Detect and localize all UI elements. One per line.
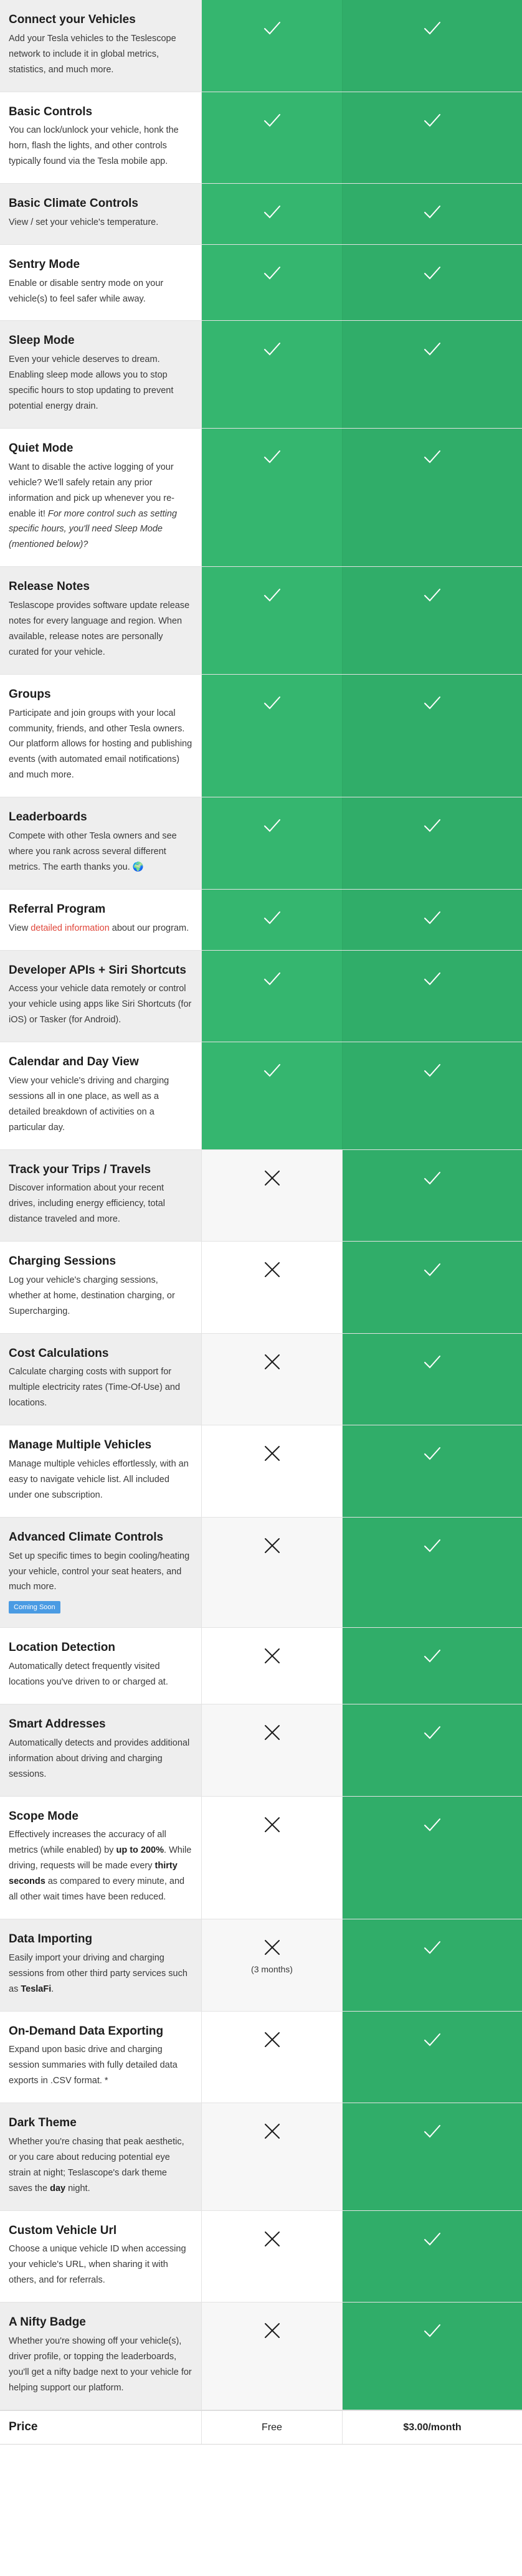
feature-row	[0, 797, 522, 890]
paid-tier-cell	[343, 2303, 522, 2410]
paid-tier-cell	[343, 951, 522, 1042]
feature-title: Quiet Mode	[9, 441, 74, 455]
cross-icon	[262, 2320, 283, 2341]
feature-cell	[0, 2012, 202, 2103]
check-icon	[422, 584, 443, 606]
cross-icon	[262, 1443, 283, 1464]
feature-row	[0, 1518, 522, 1628]
free-tier-cell	[202, 2103, 343, 2210]
free-tier-cell	[202, 675, 343, 797]
feature-cell	[0, 1242, 202, 1333]
check-icon	[422, 1535, 443, 1556]
check-icon	[422, 338, 443, 359]
free-tier-cell	[202, 1518, 343, 1628]
feature-row	[0, 0, 522, 92]
paid-tier-cell	[343, 1704, 522, 1796]
feature-description	[9, 598, 192, 660]
feature-row	[0, 1628, 522, 1704]
check-icon	[422, 262, 443, 283]
feature-cell	[0, 1518, 202, 1628]
check-icon	[422, 1814, 443, 1835]
desc-text: Easily import your driving and charging sessions from other third party services such as	[9, 1952, 187, 1994]
cross-icon	[262, 2121, 283, 2142]
cross-icon	[262, 1722, 283, 1743]
paid-tier-cell	[343, 429, 522, 566]
desc-text: You can lock/unlock your vehicle, honk the horn, flash the lights, and other controls typically found via the Tesla mobile app.	[9, 125, 179, 167]
feature-title: Groups	[9, 687, 51, 701]
paid-tier-cell	[343, 1797, 522, 1919]
desc-text: Add your Tesla vehicles to the Teslescope network to include it in global metrics, statistics, and much more.	[9, 33, 176, 75]
check-icon	[422, 2121, 443, 2142]
feature-cell	[0, 1042, 202, 1149]
feature-cell	[0, 1919, 202, 2011]
check-icon	[422, 1351, 443, 1372]
check-icon	[422, 1443, 443, 1464]
feature-row	[0, 92, 522, 184]
free-tier-cell	[202, 429, 343, 566]
desc-text: . While driving, requests will be made every	[9, 1845, 192, 1871]
desc-text: as compared to every minute, and all other wait times have been reduced.	[9, 1876, 185, 1903]
feature-title: Dark Theme	[9, 2116, 77, 2130]
check-icon	[422, 110, 443, 131]
free-tier-cell	[202, 1797, 343, 1919]
desc-text: Want to disable the active logging of your vehicle? We'll safely retain any prior information and pick up whenever you re-enable it!	[9, 462, 174, 519]
check-icon	[262, 17, 283, 39]
feature-row	[0, 567, 522, 675]
feature-cell	[0, 1628, 202, 1704]
paid-tier-cell	[343, 2012, 522, 2103]
feature-title: Sleep Mode	[9, 334, 75, 348]
feature-row	[0, 429, 522, 567]
desc-text: night.	[65, 2183, 90, 2193]
check-icon	[262, 201, 283, 222]
paid-tier-cell	[343, 0, 522, 92]
cross-icon	[262, 2228, 283, 2250]
free-tier-cell	[202, 1425, 343, 1517]
paid-tier-cell	[343, 321, 522, 428]
desc-text: Access your vehicle data remotely or control your vehicle using apps like Siri Shortcuts (for iOS) or Tasker (for Android).	[9, 984, 192, 1025]
check-icon	[422, 692, 443, 713]
cross-icon	[262, 1167, 283, 1189]
desc-italic: For more control such as setting specific hours, you'll need Sleep Mode (mentioned below)?	[9, 508, 178, 550]
feature-title: Location Detection	[9, 1641, 116, 1655]
desc-text: Automatically detects and provides additional information about driving and charging sessions.	[9, 1737, 190, 1779]
desc-text: Manage multiple vehicles effortlessly, with an easy to navigate vehicle list. All included under one subscription.	[9, 1459, 189, 1500]
feature-title: Developer APIs + Siri Shortcuts	[9, 963, 186, 977]
feature-title: Charging Sessions	[9, 1255, 116, 1268]
free-tier-cell	[202, 951, 343, 1042]
free-tier-cell	[202, 797, 343, 889]
paid-tier-cell	[343, 92, 522, 184]
paid-tier-cell	[343, 1150, 522, 1242]
feature-title: Release Notes	[9, 580, 90, 594]
referral-info-link[interactable]: detailed information	[31, 923, 110, 933]
paid-tier-cell	[343, 1425, 522, 1517]
feature-cell	[0, 321, 202, 428]
feature-description	[9, 1273, 192, 1319]
free-tier-cell	[202, 890, 343, 950]
coming-soon-badge: Coming Soon	[9, 1601, 60, 1614]
feature-title: Scope Mode	[9, 1809, 78, 1823]
check-icon	[422, 2029, 443, 2050]
desc-text: Participate and join groups with your local community, friends, and other Tesla owners. Our platform allows for hosting and publishing events (with automated email notifications) and much more.	[9, 708, 192, 781]
feature-description	[9, 2334, 192, 2396]
desc-text: Set up specific times to begin cooling/heating your vehicle, control your seat heaters, and much more.	[9, 1551, 190, 1592]
feature-title: Connect your Vehicles	[9, 13, 136, 26]
check-icon	[422, 1060, 443, 1081]
feature-cell	[0, 890, 202, 950]
paid-tier-cell	[343, 567, 522, 674]
desc-text: Calculate charging costs with support for multiple electricity rates (Time-Of-Use) and locations.	[9, 1367, 181, 1409]
desc-text: View your vehicle's driving and charging sessions all in one place, as well as a detailed breakdown of activities on a particular day.	[9, 1075, 169, 1133]
feature-description	[9, 1549, 192, 1595]
feature-cell	[0, 2103, 202, 2210]
feature-description	[9, 1181, 192, 1227]
feature-row	[0, 1919, 522, 2012]
feature-title: Sentry Mode	[9, 257, 80, 271]
feature-row	[0, 1425, 522, 1518]
check-icon	[422, 446, 443, 467]
desc-bold: day	[50, 2183, 66, 2193]
feature-description	[9, 1951, 192, 1997]
cross-icon	[262, 1645, 283, 1666]
feature-description	[9, 1659, 192, 1690]
paid-tier-cell	[343, 890, 522, 950]
feature-description	[9, 123, 192, 169]
feature-row	[0, 2303, 522, 2410]
feature-row	[0, 675, 522, 797]
check-icon	[262, 338, 283, 359]
feature-row	[0, 951, 522, 1043]
check-icon	[262, 1060, 283, 1081]
desc-text: Discover information about your recent drives, including energy efficiency, total distance traveled and more.	[9, 1183, 165, 1225]
paid-tier-cell	[343, 1242, 522, 1333]
paid-tier-cell	[343, 1628, 522, 1704]
paid-tier-cell	[343, 2211, 522, 2303]
paid-tier-cell	[343, 1042, 522, 1149]
price-label: Price	[9, 2420, 38, 2433]
feature-description	[9, 829, 192, 875]
check-icon	[262, 692, 283, 713]
paid-tier-cell	[343, 2103, 522, 2210]
feature-row	[0, 2012, 522, 2104]
check-icon	[262, 262, 283, 283]
feature-title: Cost Calculations	[9, 1346, 109, 1360]
free-tier-cell	[202, 567, 343, 674]
feature-title: On-Demand Data Exporting	[9, 2024, 164, 2038]
desc-text: Effectively increases the accuracy of all metrics (while enabled) by	[9, 1830, 166, 1856]
feature-description	[9, 1364, 192, 1411]
feature-cell	[0, 2303, 202, 2410]
feature-description	[9, 1827, 192, 1905]
desc-text: Enable or disable sentry mode on your vehicle(s) to feel safer while away.	[9, 278, 164, 304]
feature-cell	[0, 1150, 202, 1242]
feature-row	[0, 1334, 522, 1426]
paid-tier-cell	[343, 184, 522, 244]
free-tier-cell	[202, 1704, 343, 1796]
free-tier-cell	[202, 1628, 343, 1704]
feature-description	[9, 706, 192, 784]
feature-title: Manage Multiple Vehicles	[9, 1438, 152, 1452]
check-icon	[262, 110, 283, 131]
cross-icon	[262, 1259, 283, 1280]
free-tier-cell	[202, 1042, 343, 1149]
check-icon	[262, 907, 283, 928]
feature-title: Referral Program	[9, 902, 106, 916]
feature-description	[9, 1073, 192, 1136]
feature-description	[9, 215, 192, 231]
feature-title: Advanced Climate Controls	[9, 1530, 164, 1544]
desc-text: .	[51, 1984, 54, 1994]
free-tier-cell	[202, 321, 343, 428]
paid-tier-cell	[343, 797, 522, 889]
free-tier-cell	[202, 245, 343, 321]
free-tier-cell	[202, 184, 343, 244]
desc-bold: TeslaFi	[21, 1984, 52, 1994]
feature-title: Custom Vehicle Url	[9, 2223, 117, 2237]
feature-row	[0, 1797, 522, 1919]
check-icon	[262, 446, 283, 467]
free-tier-note: (3 months)	[251, 1964, 293, 1974]
feature-cell	[0, 951, 202, 1042]
desc-text: Teslascope provides software update release notes for every language and region. When available, release notes are personally curated for your vehicle.	[9, 601, 190, 657]
feature-description	[9, 1457, 192, 1503]
desc-text: Whether you're showing off your vehicle(s), driver profile, or topping the leaderboards, you'll get a nifty badge next to your vehicle for helping support our platform.	[9, 2336, 192, 2393]
feature-row	[0, 321, 522, 429]
cross-icon	[262, 1937, 283, 1958]
check-icon	[422, 201, 443, 222]
price-row	[0, 2410, 522, 2445]
feature-description	[9, 921, 192, 936]
free-tier-cell	[202, 1919, 343, 2011]
feature-row	[0, 2103, 522, 2211]
check-icon	[422, 1722, 443, 1743]
paid-price: $3.00/month	[403, 2422, 462, 2433]
free-tier-cell	[202, 2303, 343, 2410]
cross-icon	[262, 2029, 283, 2050]
feature-row	[0, 1242, 522, 1334]
check-icon	[262, 815, 283, 836]
paid-tier-cell	[343, 1518, 522, 1628]
desc-text: View	[9, 923, 31, 933]
feature-title: Calendar and Day View	[9, 1055, 139, 1069]
check-icon	[422, 2228, 443, 2250]
feature-cell	[0, 184, 202, 244]
feature-description	[9, 2241, 192, 2288]
desc-text: Automatically detect frequently visited locations you've driven to or charged at.	[9, 1661, 168, 1688]
desc-bold: thirty seconds	[9, 1861, 178, 1887]
feature-cell	[0, 567, 202, 674]
feature-cell	[0, 675, 202, 797]
free-tier-cell	[202, 2012, 343, 2103]
paid-tier-cell	[343, 1919, 522, 2011]
check-icon	[422, 907, 443, 928]
feature-cell	[0, 0, 202, 92]
paid-tier-cell	[343, 675, 522, 797]
feature-title: Track your Trips / Travels	[9, 1162, 151, 1176]
feature-description	[9, 1736, 192, 1782]
feature-title: Data Importing	[9, 1932, 93, 1946]
free-price: Free	[202, 2411, 343, 2445]
feature-cell	[0, 797, 202, 889]
feature-description	[9, 276, 192, 307]
desc-text: Expand upon basic drive and charging session summaries with fully detailed data exports in .CSV format. *	[9, 2045, 178, 2086]
free-tier-cell	[202, 0, 343, 92]
feature-cell	[0, 245, 202, 321]
desc-text: about our program.	[109, 923, 189, 933]
free-tier-cell	[202, 1150, 343, 1242]
desc-text: Even your vehicle deserves to dream. Enabling sleep mode allows you to stop specific hours to stop updating to prevent potential energy drain.	[9, 354, 174, 411]
feature-description	[9, 460, 192, 553]
feature-cell	[0, 1425, 202, 1517]
feature-description	[9, 981, 192, 1028]
feature-row	[0, 1704, 522, 1797]
feature-cell	[0, 1334, 202, 1425]
desc-text: Log your vehicle's charging sessions, whether at home, destination charging, or Supercharging.	[9, 1275, 175, 1316]
free-tier-cell	[202, 1334, 343, 1425]
free-tier-cell	[202, 2211, 343, 2303]
free-tier-cell	[202, 1242, 343, 1333]
feature-title: Leaderboards	[9, 810, 87, 824]
feature-description	[9, 2134, 192, 2197]
feature-cell	[0, 92, 202, 184]
free-tier-cell	[202, 92, 343, 184]
desc-text: Compete with other Tesla owners and see where you rank across several different metrics. The earth thanks you. 🌍	[9, 831, 177, 872]
feature-row	[0, 245, 522, 321]
feature-cell	[0, 2211, 202, 2303]
feature-row	[0, 1150, 522, 1242]
check-icon	[422, 968, 443, 989]
cross-icon	[262, 1351, 283, 1372]
feature-title: Smart Addresses	[9, 1718, 106, 1731]
feature-title: Basic Controls	[9, 105, 93, 118]
paid-tier-cell	[343, 245, 522, 321]
feature-description	[9, 352, 192, 414]
feature-row	[0, 184, 522, 245]
check-icon	[262, 584, 283, 606]
check-icon	[422, 1645, 443, 1666]
check-icon	[422, 815, 443, 836]
desc-text: Choose a unique vehicle ID when accessing your vehicle's URL, when sharing it with others, and for referrals.	[9, 2244, 186, 2286]
feature-description	[9, 2042, 192, 2089]
feature-description	[9, 31, 192, 78]
cross-icon	[262, 1535, 283, 1556]
desc-text: View / set your vehicle's temperature.	[9, 217, 159, 227]
check-icon	[422, 17, 443, 39]
feature-cell	[0, 1797, 202, 1919]
feature-row	[0, 890, 522, 951]
feature-cell	[0, 429, 202, 566]
check-icon	[262, 968, 283, 989]
feature-cell	[0, 1704, 202, 1796]
desc-bold: up to 200%	[116, 1845, 164, 1856]
check-icon	[422, 1259, 443, 1280]
feature-row	[0, 1042, 522, 1150]
paid-tier-cell	[343, 1334, 522, 1425]
feature-title: A Nifty Badge	[9, 2316, 86, 2329]
check-icon	[422, 1167, 443, 1189]
check-icon	[422, 1937, 443, 1958]
feature-row	[0, 2211, 522, 2303]
cross-icon	[262, 1814, 283, 1835]
check-icon	[422, 2320, 443, 2341]
desc-text: Whether you're chasing that peak aesthetic, or you care about reducing potential eye strain at night; Teslascope's dark theme saves the	[9, 2136, 184, 2193]
feature-title: Basic Climate Controls	[9, 197, 138, 211]
price-label-cell	[0, 2411, 202, 2445]
